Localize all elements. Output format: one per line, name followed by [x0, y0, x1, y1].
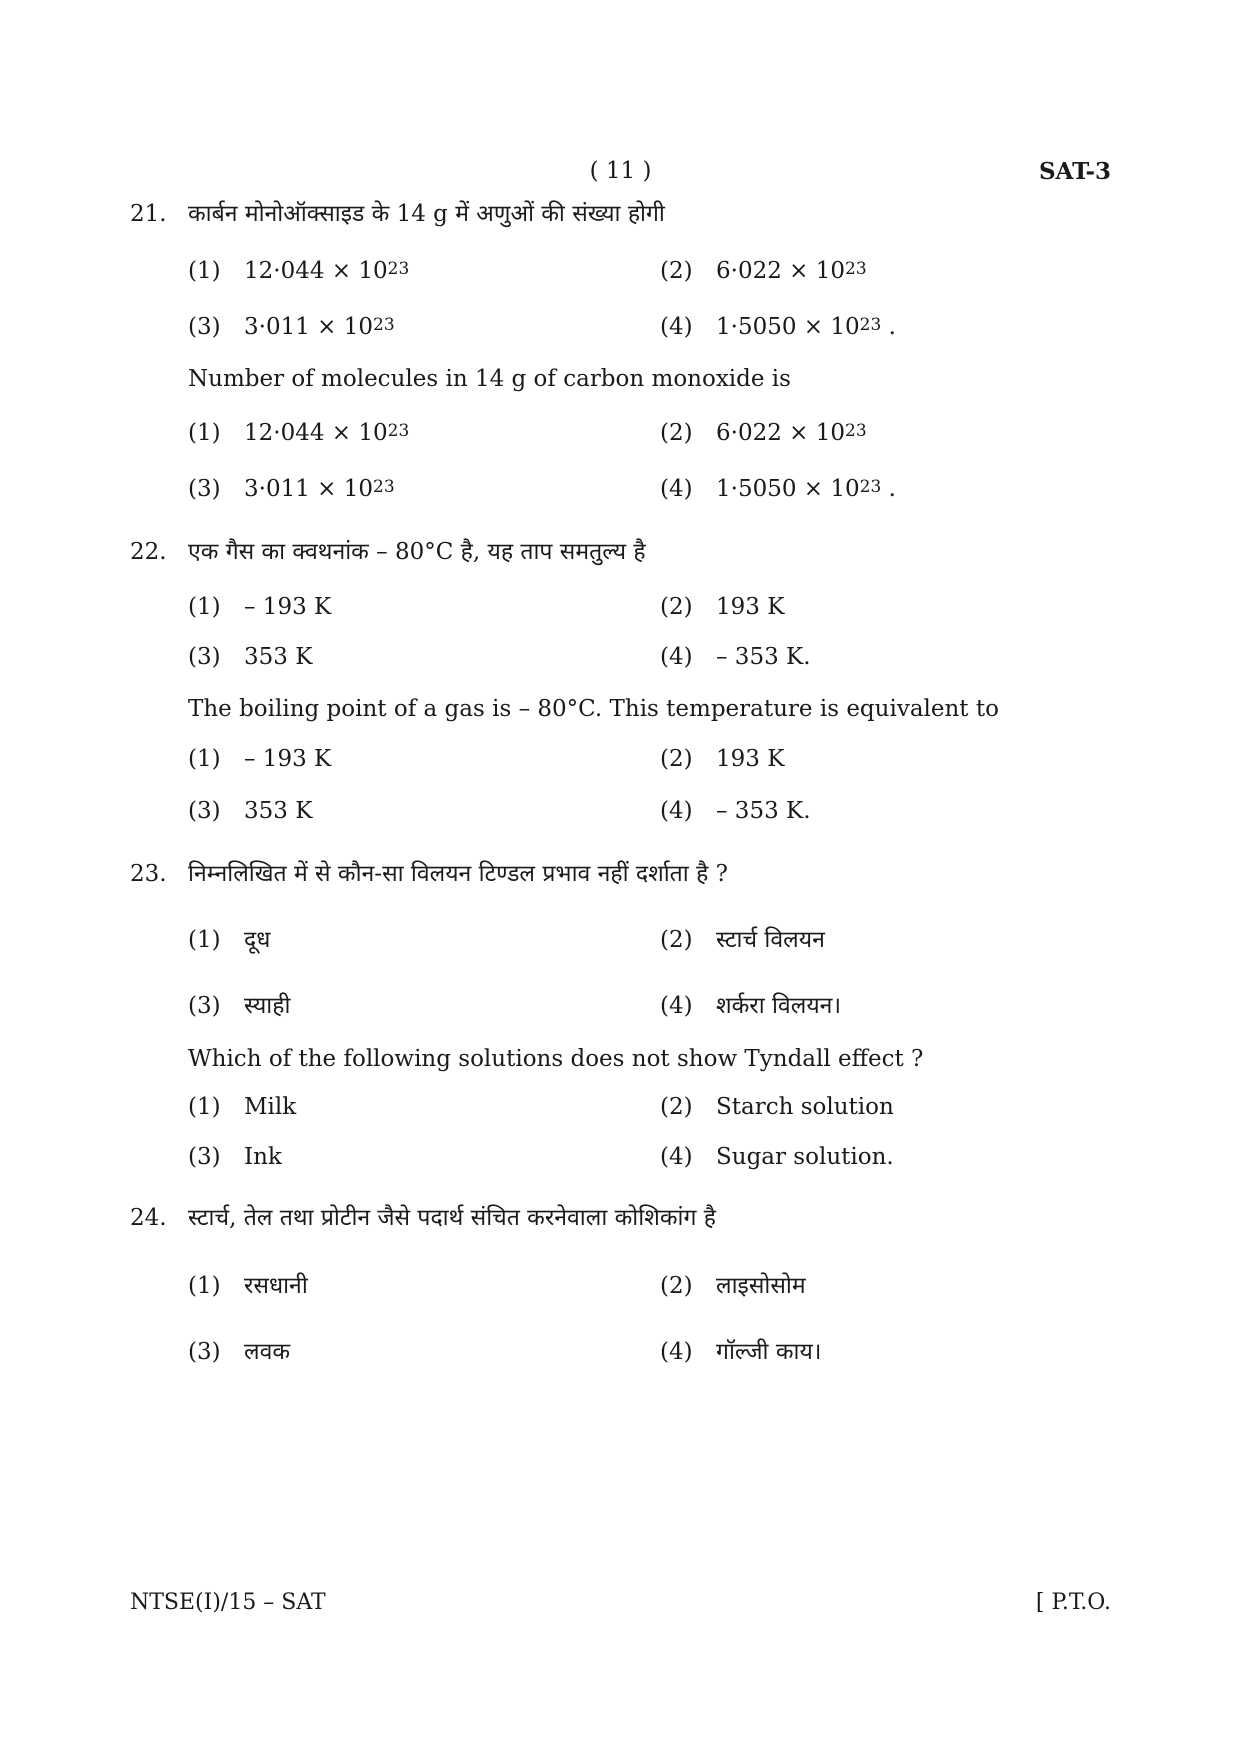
- option: (2) $6\cdot 022 \times 10^{23}$: [660, 420, 867, 446]
- page-number: ( 11 ): [589, 158, 652, 184]
- option: (1) Milk: [188, 1094, 297, 1120]
- question-21-hindi: [130, 196, 665, 228]
- option: (1) रसधानी: [188, 1273, 308, 1299]
- option: (3) 353 K: [188, 798, 313, 824]
- option: (1) $12\cdot 044 \times 10^{23}$: [188, 258, 410, 284]
- question-24-hindi: [130, 1200, 716, 1232]
- question-22-hindi: [130, 534, 646, 566]
- option: (1) $12\cdot 044 \times 10^{23}$: [188, 420, 410, 446]
- option: (4) – 353 K.: [660, 644, 811, 670]
- option: (4) गॉल्जी काय।: [660, 1339, 822, 1365]
- question-number: 24.: [130, 1205, 167, 1231]
- question-text: निम्नलिखित में से कौन-सा विलयन टिण्डल प्रभाव नहीं दर्शाता है ?: [188, 861, 728, 887]
- option: (4) $1\cdot 5050 \times 10^{23}$ .: [660, 476, 896, 502]
- option: (2) लाइसोसोम: [660, 1273, 806, 1299]
- option: (1) – 193 K: [188, 746, 332, 772]
- question-text: एक गैस का क्वथनांक – 80°C है, यह ताप समतुल्य है: [188, 539, 646, 565]
- option: (3) लवक: [188, 1339, 291, 1365]
- option: (3) Ink: [188, 1144, 282, 1170]
- option: (1) – 193 K: [188, 594, 332, 620]
- question-text: स्टार्च, तेल तथा प्रोटीन जैसे पदार्थ संचित करनेवाला कोशिकांग है: [188, 1205, 716, 1231]
- question-23-english: Which of the following solutions does not show Tyndall effect ?: [188, 1046, 924, 1072]
- paper-code: SAT-3: [1038, 158, 1111, 185]
- question-text: कार्बन मोनोऑक्साइड के 14 g में अणुओं की संख्या होगी: [188, 201, 665, 227]
- question-21-english: Number of molecules in 14 g of carbon monoxide is: [188, 366, 791, 392]
- question-23-hindi: [130, 856, 728, 888]
- option: (4) $1\cdot 5050 \times 10^{23}$ .: [660, 314, 896, 340]
- option: (4) Sugar solution.: [660, 1144, 894, 1170]
- question-22-english: The boiling point of a gas is – 80°C. This temperature is equivalent to: [188, 696, 999, 722]
- option: (3) $3\cdot 011 \times 10^{23}$: [188, 476, 395, 502]
- footer-pto: [ P.T.O.: [1035, 1590, 1111, 1615]
- option: (3) स्याही: [188, 993, 291, 1019]
- question-number: 23.: [130, 861, 167, 887]
- option: (4) शर्करा विलयन।: [660, 993, 842, 1019]
- option: (2) 193 K: [660, 746, 785, 772]
- question-number: 22.: [130, 539, 167, 565]
- option: (2) Starch solution: [660, 1094, 894, 1120]
- option: (1) दूध: [188, 927, 271, 953]
- option: (2) स्टार्च विलयन: [660, 927, 825, 953]
- option: (4) – 353 K.: [660, 798, 811, 824]
- option: (3) $3\cdot 011 \times 10^{23}$: [188, 314, 395, 340]
- option: (2) 193 K: [660, 594, 785, 620]
- option: (3) 353 K: [188, 644, 313, 670]
- footer-code: NTSE(I)/15 – SAT: [130, 1590, 326, 1615]
- question-number: 21.: [130, 201, 167, 227]
- option: (2) $6\cdot 022 \times 10^{23}$: [660, 258, 867, 284]
